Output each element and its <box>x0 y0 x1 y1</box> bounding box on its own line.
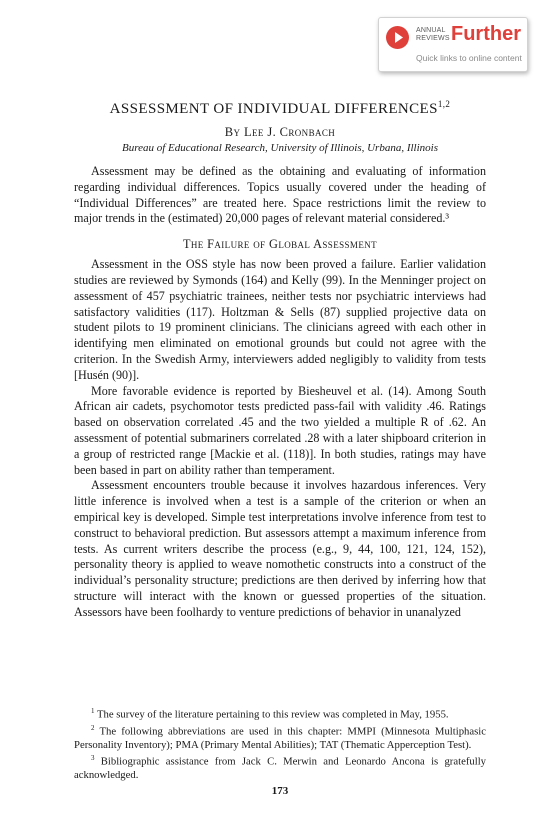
body-paragraph: Assessment in the OSS style has now been proved a failure. Earlier validation studies are reviewed by Symonds (164) and Kelly (99). In the Menninger project on assessment of 457 psychiatric trainees, neither tests nor psychiatric interviews had satisfactory validities (117). Holtzman & Sells (87) supplied projective data on student pilots to 19 prominent clinicians. The clinicians agreed with each other in identifying men eliminated on emotional grounds but could not agree with the criterion. In the Swedish Army, interviewers added negligibly to validity from tests [Husén (90)]. <box>74 257 486 382</box>
badge-annual-reviews-text: ANNUAL REVIEWS <box>416 27 450 42</box>
badge-further-text: Further <box>451 23 521 45</box>
body-paragraph: More favorable evidence is reported by Biesheuvel et al. (14). Among South African air cadets, psychomotor tests predicted pass-fail with validity .46. Ratings based on observation correlated .45 and the two yielded a multiple R of .62. An assessment of potential submariners correlated .28 with a later shipboard criterion in a group of restricted range [Mackie et al. (118)]. In both studies, ratings may have been based in part on ability rather than temperament. <box>74 383 486 477</box>
title-footnote-marks: 1,2 <box>437 99 451 109</box>
footnote: $^2$ The following abbreviations are used in this chapter: MMPI (Minnesota Multiphasic Personality Inventory); PMA (Primary Mental Abilities); TAT (Thematic Apperception Test). <box>74 723 486 751</box>
footnotes <box>74 705 486 782</box>
intro-paragraph: Assessment may be defined as the obtaining and evaluating of information regarding individual differences. Topics usually covered under the heading of “Individual Differences” are treated here. Space restrictions limit the review to major trends in the (estimated) 20,000 pages of relevant material considered.³ <box>74 164 486 226</box>
author-affiliation: Bureau of Educational Research, University of Illinois, Urbana, Illinois <box>121 142 438 154</box>
body-paragraph: Assessment encounters trouble because it involves hazardous inferences. Very little inference is involved when a test is a sample of the criterion or when an empirical key is developed. Simple test interpretations involve inference from test to construct to behavioral prediction. But assessors attempt a maximum inference from tests. As current writers describe the process (e.g., 9, 44, 100, 121, 124, 152), personality theory is applied to weave nomothetic constructs into a construct of the individual’s personality structure; predictions are then derived by inferring how that structure will interact with the known or guessed properties of the situation. Assessors have been foolhardy to venture predictions of behavior in unanalyzed <box>74 478 486 619</box>
section-heading: The Failure of Global Assessment <box>182 237 378 252</box>
footnote: $^1$ The survey of the literature pertaining to this review was completed in May, 1955. <box>91 707 449 721</box>
article-body <box>74 94 486 621</box>
article-author: By Lee J. Cronbach <box>224 125 336 139</box>
page-number: 173 <box>271 785 289 797</box>
annual-reviews-further-badge[interactable] <box>378 17 528 72</box>
annual-reviews-logo-icon <box>386 26 409 49</box>
badge-subtitle: Quick links to online content <box>416 53 522 63</box>
article-title: ASSESSMENT OF INDIVIDUAL DIFFERENCES$^{1,2}$ <box>109 99 451 117</box>
footnote: $^3$ Bibliographic assistance from Jack C. Merwin and Leonardo Ancona is gratefully acknowledged. <box>74 753 487 781</box>
